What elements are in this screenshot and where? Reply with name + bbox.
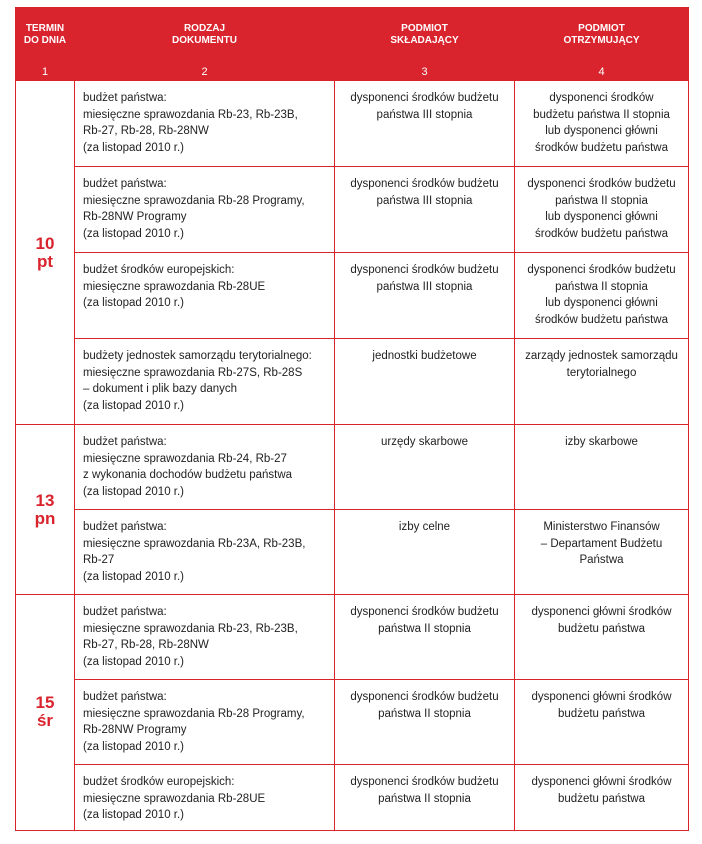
deadline-day-cell [16,81,75,425]
column-number: 4 [515,63,689,81]
header-row [16,8,689,63]
table-row [16,339,689,425]
submitter-cell: dysponenci środków budżetu państwa III stopnia [335,81,515,167]
document-type-cell: budżet środków europejskich: miesięczne sprawozdania Rb-28UE (za listopad 2010 r.) [75,253,335,339]
submitter-cell: jednostki budżetowe [335,339,515,425]
submitter-cell: urzędy skarbowe [335,425,515,510]
table-row [16,510,689,595]
submitter-cell: dysponenci środków budżetu państwa II stopnia [335,680,515,765]
column-number: 2 [75,63,335,81]
column-number: 3 [335,63,515,81]
table-row [16,765,689,831]
table-row [16,680,689,765]
column-number-row [16,63,689,81]
header-deadline: TERMIN DO DNIA [16,8,75,63]
deadline-day: 15 [35,693,55,713]
table-row [16,595,689,680]
deadline-day: 10 [35,233,55,253]
header-recipient: PODMIOT OTRZYMUJĄCY [515,8,689,63]
deadline-weekday: pn [34,508,56,528]
table-row [16,425,689,510]
recipient-cell: dysponenci główni środków budżetu państwa [515,595,689,680]
recipient-cell: Ministerstwo Finansów – Departament Budżetu Państwa [515,510,689,595]
recipient-cell: dysponenci środków budżetu państwa II stopnia lub dysponenci główni środków budżetu państwa [515,81,689,167]
recipient-cell: dysponenci główni środków budżetu państwa [515,680,689,765]
recipient-cell: zarządy jednostek samorządu terytorialnego [515,339,689,425]
document-type-cell: budżety jednostek samorządu terytorialnego: miesięczne sprawozdania Rb-27S, Rb-28S – dokument i plik bazy danych (za listopad 2010 r.) [75,339,335,425]
table-row [16,253,689,339]
document-type-cell: budżet państwa: miesięczne sprawozdania Rb-23, Rb-23B, Rb-27, Rb-28, Rb-28NW (za listopad 2010 r.) [75,595,335,680]
deadline-day-cell [16,595,75,831]
document-type-cell: budżet państwa: miesięczne sprawozdania Rb-23A, Rb-23B, Rb-27 (za listopad 2010 r.) [75,510,335,595]
document-type-cell: budżet państwa: miesięczne sprawozdania Rb-28 Programy, Rb-28NW Programy (za listopad 2010 r.) [75,167,335,253]
deadline-weekday: pt [36,251,54,271]
document-type-cell: budżet środków europejskich: miesięczne sprawozdania Rb-28UE (za listopad 2010 r.) [75,765,335,831]
submitter-cell: dysponenci środków budżetu państwa III stopnia [335,253,515,339]
header-submitter: PODMIOT SKŁADAJĄCY [335,8,515,63]
recipient-cell: dysponenci środków budżetu państwa II stopnia lub dysponenci główni środków budżetu państwa [515,253,689,339]
header-document-type: RODZAJ DOKUMENTU [75,8,335,63]
reporting-schedule-table [15,7,689,831]
submitter-cell: izby celne [335,510,515,595]
deadline-day: 13 [35,490,55,510]
document-type-cell: budżet państwa: miesięczne sprawozdania Rb-24, Rb-27 z wykonania dochodów budżetu państwa (za listopad 2010 r.) [75,425,335,510]
column-number: 1 [16,63,75,81]
deadline-weekday: śr [36,711,54,731]
submitter-cell: dysponenci środków budżetu państwa II stopnia [335,595,515,680]
document-type-cell: budżet państwa: miesięczne sprawozdania Rb-28 Programy, Rb-28NW Programy (za listopad 2010 r.) [75,680,335,765]
document-type-cell: budżet państwa: miesięczne sprawozdania Rb-23, Rb-23B, Rb-27, Rb-28, Rb-28NW (za listopad 2010 r.) [75,81,335,167]
table-row [16,167,689,253]
deadline-day-cell [16,425,75,595]
submitter-cell: dysponenci środków budżetu państwa II stopnia [335,765,515,831]
table-row [16,81,689,167]
recipient-cell: dysponenci główni środków budżetu państwa [515,765,689,831]
recipient-cell: izby skarbowe [515,425,689,510]
recipient-cell: dysponenci środków budżetu państwa II stopnia lub dysponenci główni środków budżetu państwa [515,167,689,253]
submitter-cell: dysponenci środków budżetu państwa III stopnia [335,167,515,253]
